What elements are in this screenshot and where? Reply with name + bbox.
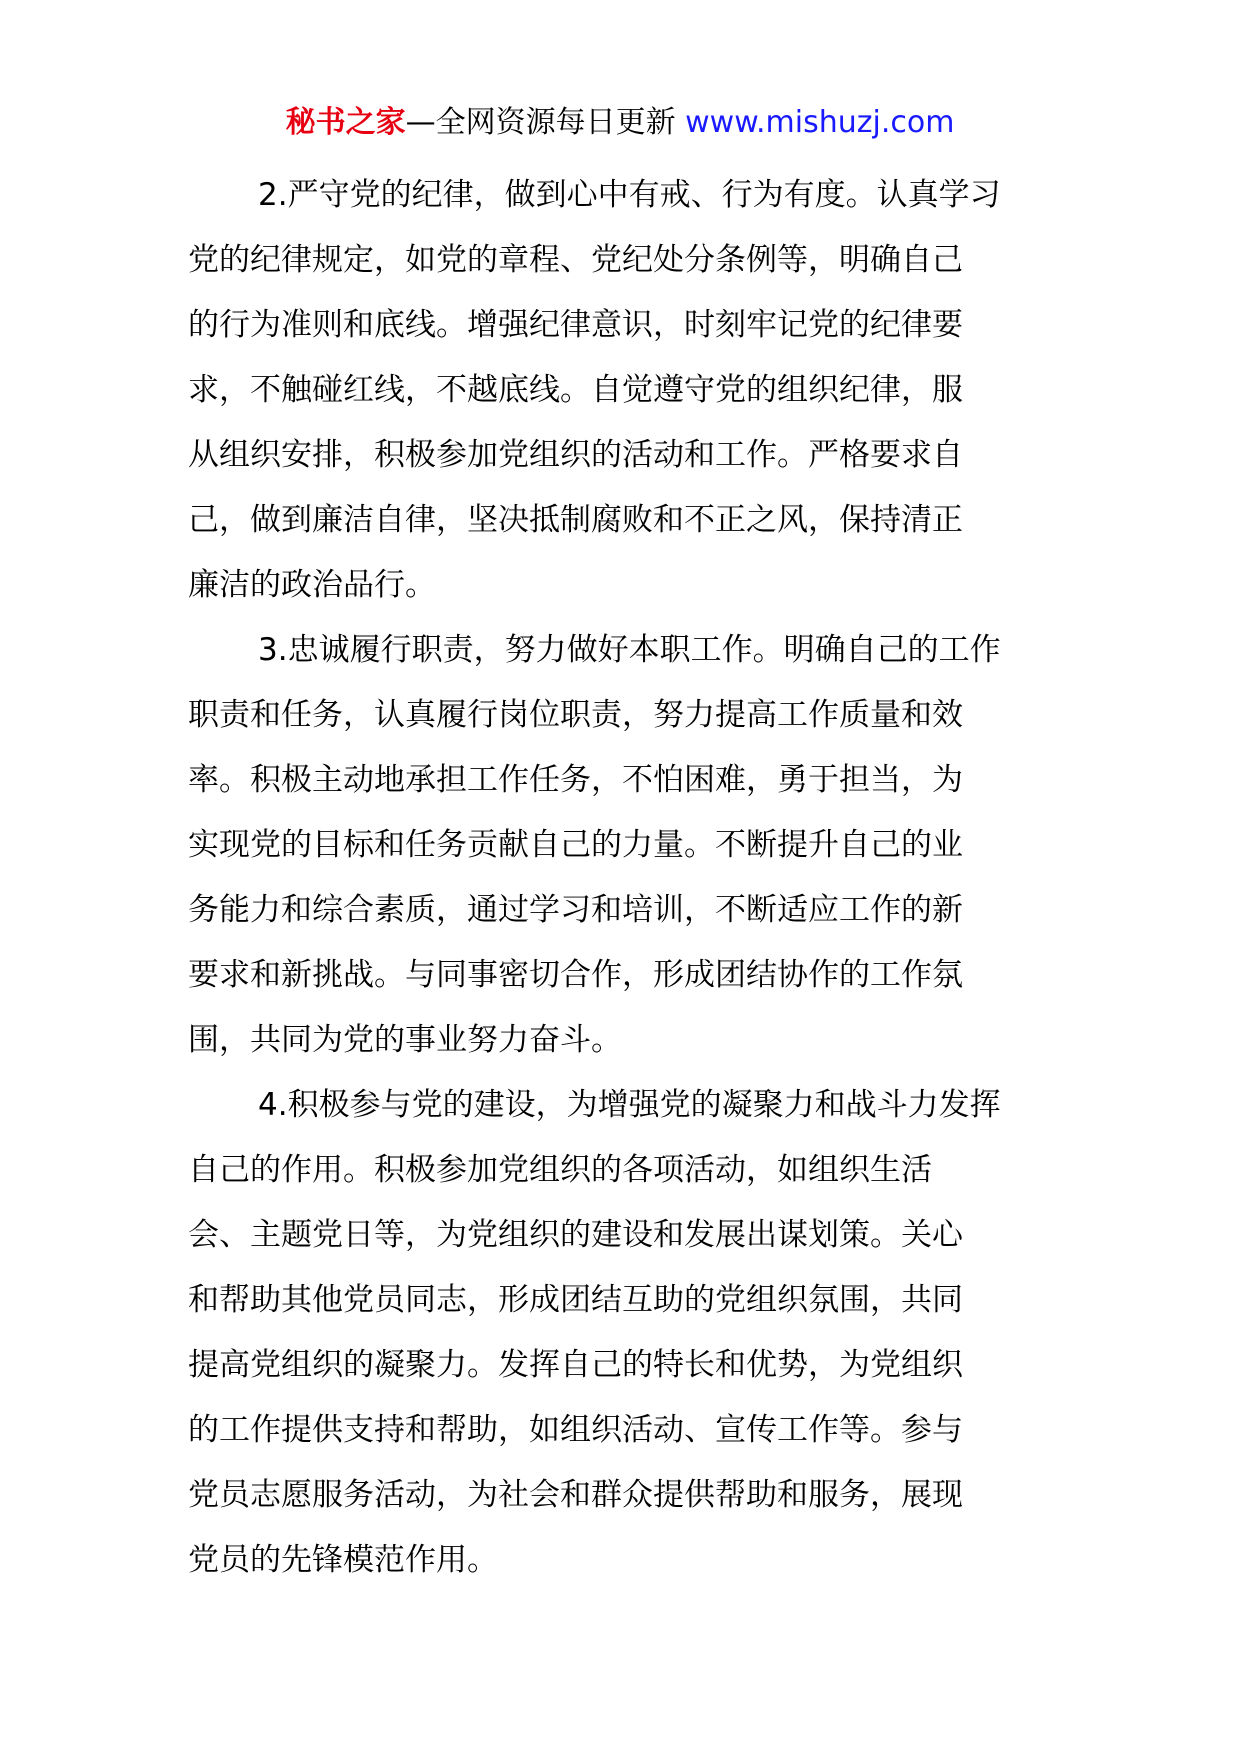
paragraph-2-line: 从组织安排，积极参加党组织的活动和工作。严格要求自 [188, 437, 963, 473]
paragraph-3-line: 3.忠诚履行职责，努力做好本职工作。明确自己的工作 [258, 632, 1001, 668]
paragraph-4-line: 的工作提供支持和帮助，如组织活动、宣传工作等。参与 [188, 1412, 963, 1448]
paragraph-2-line: 求，不触碰红线，不越底线。自觉遵守党的组织纪律，服 [188, 372, 963, 408]
paragraph-3-line: 务能力和综合素质，通过学习和培训，不断适应工作的新 [188, 892, 963, 928]
paragraph-3-line: 率。积极主动地承担工作任务，不怕困难，勇于担当，为 [188, 762, 963, 798]
website-link[interactable]: www.mishuzj.com [685, 105, 955, 140]
paragraph-2-line: 己，做到廉洁自律，坚决抵制腐败和不正之风，保持清正 [188, 502, 963, 538]
paragraph-4-line: 和帮助其他党员同志，形成团结互助的党组织氛围，共同 [188, 1282, 963, 1318]
page-header [0, 100, 1240, 146]
paragraph-3-line: 围，共同为党的事业努力奋斗。 [188, 1022, 622, 1058]
paragraph-4-line: 自己的作用。积极参加党组织的各项活动，如组织生活 [188, 1152, 932, 1188]
paragraph-3-line: 要求和新挑战。与同事密切合作，形成团结协作的工作氛 [188, 957, 963, 993]
paragraph-3-line: 实现党的目标和任务贡献自己的力量。不断提升自己的业 [188, 827, 963, 863]
paragraph-2-line: 党的纪律规定，如党的章程、党纪处分条例等，明确自己 [188, 242, 963, 278]
paragraph-4-line: 党员的先锋模范作用。 [188, 1542, 498, 1578]
paragraph-4-line: 党员志愿服务活动，为社会和群众提供帮助和服务，展现 [188, 1477, 963, 1513]
paragraph-4-line: 提高党组织的凝聚力。发挥自己的特长和优势，为党组织 [188, 1347, 963, 1383]
document-body [188, 163, 1068, 1593]
paragraph-2-line: 的行为准则和底线。增强纪律意识，时刻牢记党的纪律要 [188, 307, 963, 343]
paragraph-4-line: 4.积极参与党的建设，为增强党的凝聚力和战斗力发挥 [258, 1087, 1001, 1123]
brand-name: 秘书之家 [285, 105, 406, 140]
paragraph-2-line: 2.严守党的纪律，做到心中有戒、行为有度。认真学习 [258, 177, 1001, 213]
paragraph-3-line: 职责和任务，认真履行岗位职责，努力提高工作质量和效 [188, 697, 963, 733]
paragraph-2-line: 廉洁的政治品行。 [188, 567, 436, 603]
paragraph-4-line: 会、主题党日等，为党组织的建设和发展出谋划策。关心 [188, 1217, 963, 1253]
header-tagline: —全网资源每日更新 [405, 105, 676, 140]
